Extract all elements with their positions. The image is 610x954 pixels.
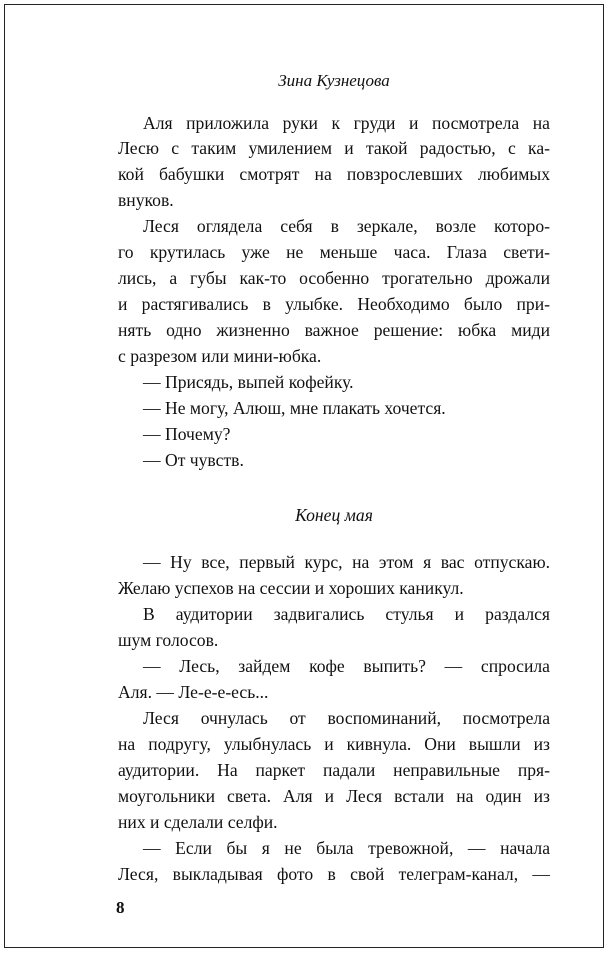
section-title: Конец мая (295, 505, 373, 525)
text-line: — Почему? (143, 424, 231, 444)
text-line: на подругу, улыбнулась и кивнула. Они вышли из (118, 734, 550, 754)
text-line: Леся оглядела себя в зеркале, возле которо- (143, 216, 550, 236)
text-line: лись, а губы как-то особенно трогательно дрожали (118, 268, 550, 288)
text-line: шум голосов. (118, 630, 219, 650)
text-line: — Присядь, выпей кофейку. (143, 372, 354, 392)
text-line: — Не могу, Алюш, мне плакать хочется. (143, 398, 446, 418)
text-line: моугольники света. Аля и Леся встали на один из (118, 786, 550, 806)
text-line: Леся очнулась от воспоминаний, посмотрела (143, 708, 550, 728)
text-line: аудитории. На паркет падали неправильные пря- (118, 760, 550, 780)
text-line: Аля приложила руки к груди и посмотрела на (143, 113, 550, 133)
text-line: В аудитории задвигались стулья и раздался (143, 604, 550, 624)
text-line: — От чувств. (143, 450, 244, 470)
text-line: — Если бы я не была тревожной, — начала (143, 838, 550, 858)
text-line: — Лесь, зайдем кофе выпить? — спросила (143, 656, 550, 676)
running-header-author: Зина Кузнецова (278, 71, 390, 90)
text-line: Желаю успехов на сессии и хороших каникул. (118, 578, 464, 598)
text-line: го крутилась уже не меньше часа. Глаза свети- (118, 242, 550, 262)
text-line: Лесю с таким умилением и такой радостью, с ка- (118, 138, 550, 158)
text-line: внуков. (118, 190, 174, 210)
text-line: них и сделали селфи. (118, 812, 278, 832)
text-line: с разрезом или мини-юбка. (118, 346, 322, 366)
text-line: нять одно жизненно важное решение: юбка миди (118, 320, 550, 340)
page-number: 8 (116, 898, 125, 917)
text-line: Аля. — Ле-е-е-есь... (118, 682, 269, 702)
text-line: — Ну все, первый курс, на этом я вас отпускаю. (143, 552, 550, 572)
text-line: Леся, выкладывая фото в свой телеграм-канал, — (118, 864, 550, 884)
text-line: кой бабушки смотрят на повзрослевших любимых (118, 164, 550, 184)
book-page (4, 4, 604, 948)
text-line: и растягивались в улыбке. Необходимо было при- (118, 294, 550, 314)
